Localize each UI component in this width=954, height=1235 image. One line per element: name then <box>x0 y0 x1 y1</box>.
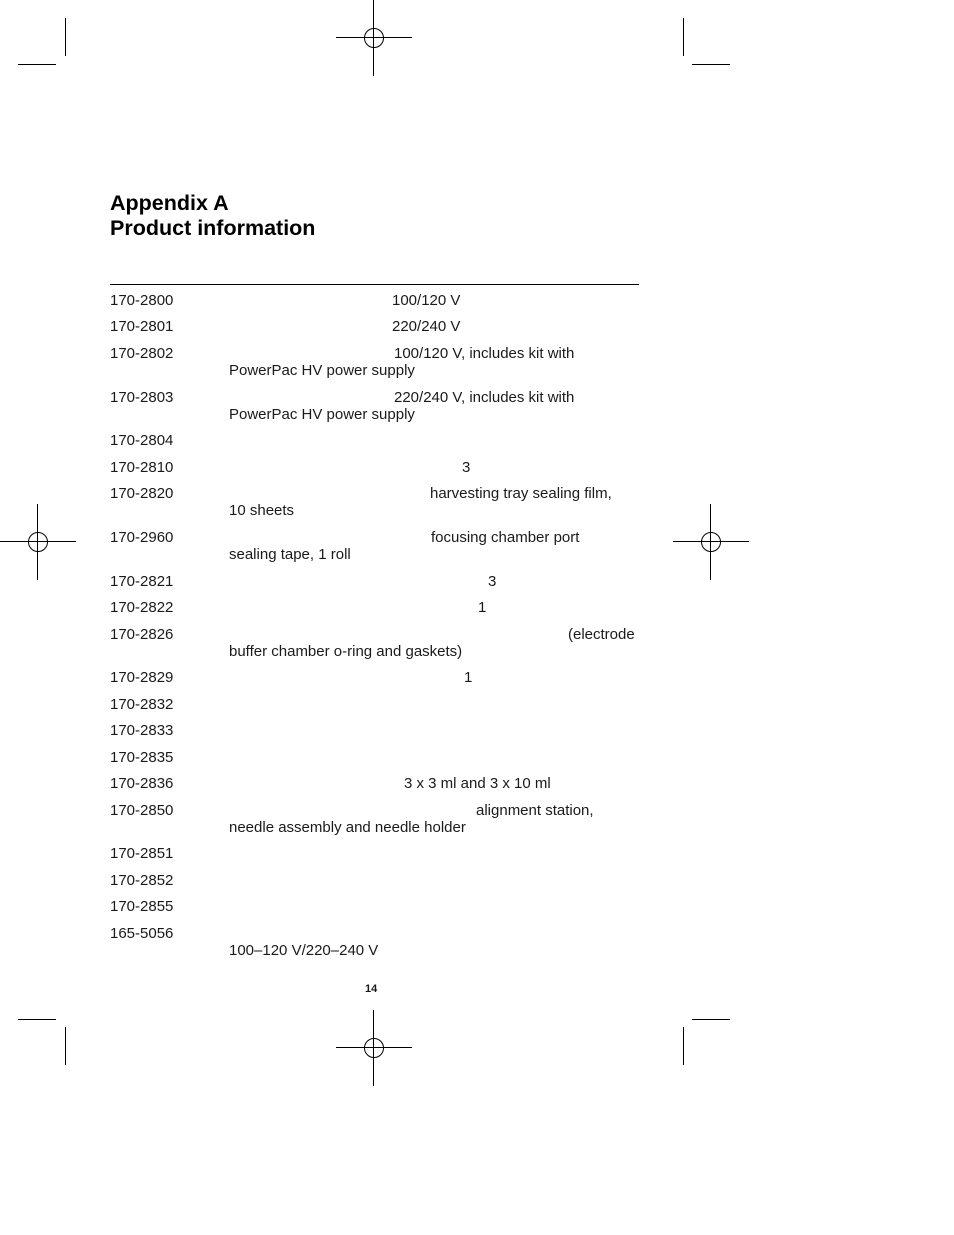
catalog-number: 170-2960 <box>110 529 174 546</box>
product-description: 3 x 3 ml and 3 x 10 ml <box>404 775 551 792</box>
page-number: 14 <box>365 983 378 995</box>
crop-mark <box>65 18 66 56</box>
catalog-number: 170-2851 <box>110 845 174 862</box>
registration-mark-right <box>673 504 749 580</box>
section-title: Product information <box>110 216 316 240</box>
catalog-number: 170-2802 <box>110 345 174 362</box>
product-description-cont: needle assembly and needle holder <box>229 819 466 836</box>
product-description: 3 <box>488 573 497 590</box>
product-description-cont: sealing tape, 1 roll <box>229 546 351 563</box>
crop-mark <box>692 1019 730 1020</box>
product-description: 220/240 V <box>392 318 461 335</box>
crop-mark <box>18 64 56 65</box>
divider <box>110 284 639 285</box>
catalog-number: 170-2826 <box>110 626 174 643</box>
product-description: focusing chamber port <box>431 529 580 546</box>
product-description-cont: buffer chamber o-ring and gaskets) <box>229 643 463 660</box>
product-description-cont: 100–120 V/220–240 V <box>229 942 379 959</box>
product-description: 100/120 V <box>392 292 461 309</box>
catalog-number: 170-2850 <box>110 802 174 819</box>
catalog-number: 170-2829 <box>110 669 174 686</box>
appendix-label: Appendix A <box>110 191 229 215</box>
catalog-number: 170-2855 <box>110 898 174 915</box>
crop-mark <box>683 18 684 56</box>
registration-mark-bottom <box>336 1010 412 1086</box>
catalog-number: 170-2803 <box>110 389 174 406</box>
catalog-number: 165-5056 <box>110 925 174 942</box>
crop-mark <box>65 1027 66 1065</box>
page-title <box>110 191 315 241</box>
catalog-number: 170-2810 <box>110 459 174 476</box>
product-description: 1 <box>478 599 487 616</box>
product-description: 1 <box>464 669 473 686</box>
catalog-number: 170-2820 <box>110 485 174 502</box>
product-description: (electrode <box>568 626 635 643</box>
product-description: 220/240 V, includes kit with <box>394 389 575 406</box>
crop-mark <box>683 1027 684 1065</box>
product-description: 3 <box>462 459 471 476</box>
crop-mark <box>18 1019 56 1020</box>
product-description: harvesting tray sealing film, <box>430 485 612 502</box>
catalog-number: 170-2832 <box>110 696 174 713</box>
product-description: 100/120 V, includes kit with <box>394 345 575 362</box>
crop-mark <box>692 64 730 65</box>
catalog-number: 170-2835 <box>110 749 174 766</box>
product-description-cont: 10 sheets <box>229 502 295 519</box>
catalog-number: 170-2821 <box>110 573 174 590</box>
catalog-number: 170-2833 <box>110 722 174 739</box>
registration-mark-top <box>336 0 412 76</box>
registration-mark-left <box>0 504 76 580</box>
catalog-number: 170-2852 <box>110 872 174 889</box>
catalog-number: 170-2822 <box>110 599 174 616</box>
product-description-cont: PowerPac HV power supply <box>229 406 415 423</box>
product-description: alignment station, <box>476 802 594 819</box>
product-description-cont: PowerPac HV power supply <box>229 362 415 379</box>
catalog-number: 170-2804 <box>110 432 174 449</box>
catalog-number: 170-2800 <box>110 292 174 309</box>
catalog-number: 170-2801 <box>110 318 174 335</box>
catalog-number: 170-2836 <box>110 775 174 792</box>
